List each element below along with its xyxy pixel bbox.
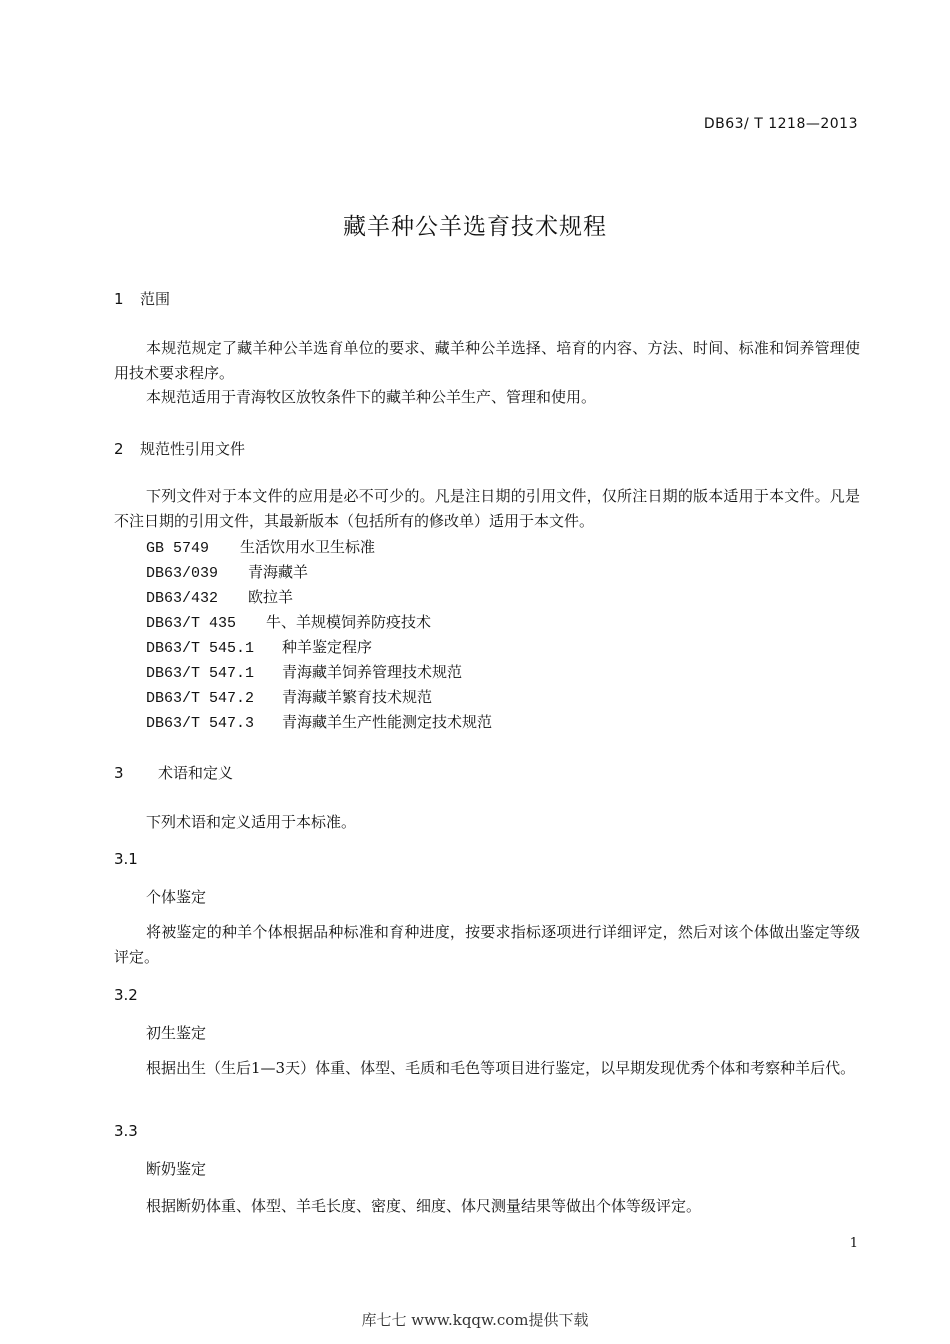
term-name: 个体鉴定	[146, 888, 207, 906]
reference-title: 青海藏羊生产性能测定技术规范	[282, 713, 493, 731]
reference-item	[146, 536, 375, 557]
reference-title: 青海藏羊繁育技术规范	[282, 688, 433, 706]
term-number: 3.2	[114, 986, 138, 1004]
section-2-heading	[114, 438, 245, 459]
term-definition: 将被鉴定的种羊个体根据品种标准和育种进度，按要求指标逐项进行详细评定，然后对该个体做出鉴定等级评定。	[114, 923, 860, 966]
reference-item	[146, 661, 462, 682]
reference-code: GB 5749	[146, 540, 210, 557]
reference-title: 生活饮用水卫生标准	[240, 538, 376, 556]
section-1-paragraph-1: 本规范规定了藏羊种公羊选育单位的要求、藏羊种公羊选择、培育的内容、方法、时间、标准和饲养管理使用技术要求程序。	[114, 339, 860, 382]
reference-item	[146, 561, 308, 582]
section-1-heading	[114, 288, 170, 309]
section-3-number: 3	[114, 764, 124, 782]
reference-code: DB63/T 435	[146, 615, 237, 632]
reference-item	[146, 586, 293, 607]
section-2-paragraph: 下列文件对于本文件的应用是必不可少的。凡是注日期的引用文件，仅所注日期的版本适用于本文件。凡是不注日期的引用文件，其最新版本（包括所有的修改单）适用于本文件。	[114, 487, 860, 530]
download-footer: 库七七 www.kqqw.com提供下载	[361, 1311, 589, 1329]
reference-title: 青海藏羊	[248, 563, 309, 581]
reference-item	[146, 686, 432, 707]
standard-id: DB63/ T 1218—2013	[703, 116, 858, 132]
reference-title: 种羊鉴定程序	[282, 638, 373, 656]
section-2-number: 2	[114, 440, 124, 458]
reference-item	[146, 636, 372, 657]
term-definition: 根据断奶体重、体型、羊毛长度、密度、细度、体尺测量结果等做出个体等级评定。	[146, 1197, 702, 1215]
reference-code: DB63/432	[146, 590, 219, 607]
document-title: 藏羊种公羊选育技术规程	[343, 214, 607, 240]
section-2-title: 规范性引用文件	[140, 440, 246, 458]
reference-title: 欧拉羊	[248, 588, 294, 606]
reference-code: DB63/039	[146, 565, 219, 582]
reference-code: DB63/T 547.3	[146, 715, 255, 732]
term-number: 3.1	[114, 850, 138, 868]
reference-title: 牛、羊规模饲养防疫技术	[266, 613, 432, 631]
reference-item	[146, 611, 431, 632]
reference-code: DB63/T 547.1	[146, 665, 255, 682]
term-name: 初生鉴定	[146, 1024, 207, 1042]
section-3-title: 术语和定义	[158, 764, 234, 782]
reference-title: 青海藏羊饲养管理技术规范	[282, 663, 463, 681]
term-definition: 根据出生（生后1—3天）体重、体型、毛质和毛色等项目进行鉴定，以早期发现优秀个体和考察种羊后代。	[146, 1059, 856, 1077]
section-1-title: 范围	[140, 290, 171, 308]
term-number: 3.3	[114, 1122, 138, 1140]
section-3-heading	[114, 762, 233, 783]
section-1-number: 1	[114, 290, 124, 308]
reference-code: DB63/T 545.1	[146, 640, 255, 657]
term-name: 断奶鉴定	[146, 1160, 207, 1178]
section-3-paragraph: 下列术语和定义适用于本标准。	[146, 813, 357, 831]
section-1-paragraph-2: 本规范适用于青海牧区放牧条件下的藏羊种公羊生产、管理和使用。	[146, 388, 597, 406]
reference-item	[146, 711, 492, 732]
page-number: 1	[849, 1236, 858, 1251]
reference-code: DB63/T 547.2	[146, 690, 255, 707]
